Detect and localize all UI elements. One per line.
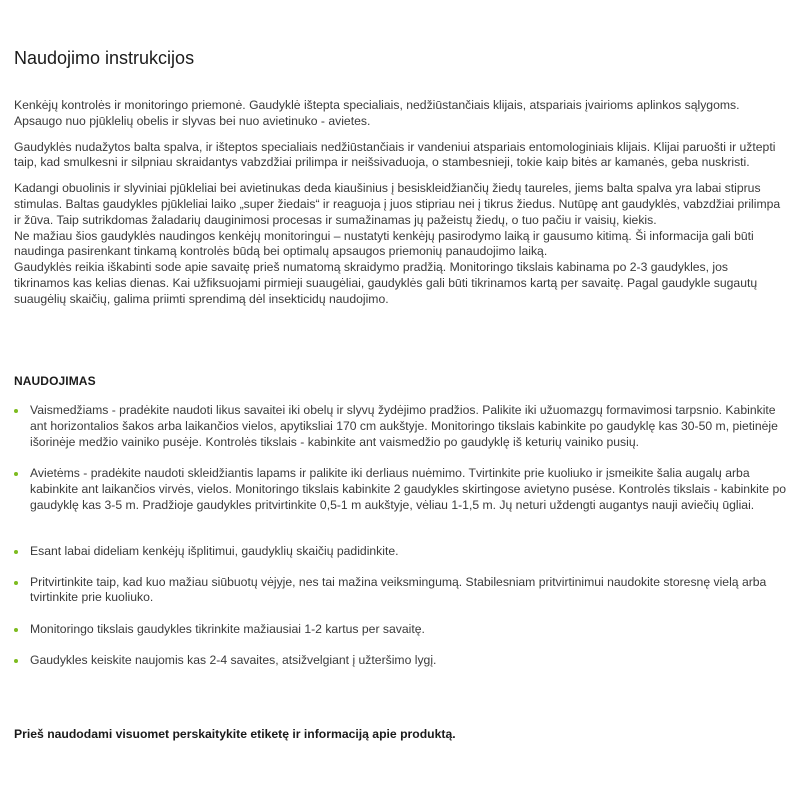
usage-item [14,403,786,450]
usage-item [14,575,786,607]
usage-item-text: Pritvirtinkite taip, kad kuo mažiau siūbuotų vėjyje, nes tai mažina veiksmingumą. Stabilesniam pritvirtinimui naudokite storesnę vielą arba tvirtinkite prie kuoliuko. [30,574,767,605]
usage-item-text: Vaismedžiams - pradėkite naudoti likus savaitei iki obelų ir slyvų žydėjimo pradžios. Palikite iki užuomazgų formavimosi tarpsnio. Kabinkite ant horizontalios šakos arba laikančios vielos, apytiksliai 170 cm aukštyje. Monitoringo tikslais kabinkite po gaudyklę kas 30-50 m, pietinėje išorinėje medžio vainiko pusėje. Kontrolės tikslais - kabinkite ant vaismedžio po gaudyklę iš keturių vainiko pusių. [30,403,778,449]
intro-paragraph-3: Kadangi obuolinis ir slyviniai pjūkleliai bei avietinukas deda kiaušinius į besiskleidžiančių žiedų taureles, jiems balta spalva yra labai stiprus stimulas. Baltas gaudykles pjūkleliai laiko „super žiedais“ ir reaguoja į juos stipriau nei į tikrus žiedus. Nutūpę ant gaudyklės, vabzdžiai prilimpa ir žūva. Taip sutrikdomas žaladarių dauginimosi procesas ir sumažinamas jų pažeistų žiedų, o tuo pačiu ir vaisių, kiekis. [14,181,781,227]
usage-item [14,622,786,638]
usage-item [14,544,786,560]
bullet-icon [14,472,18,476]
bullet-icon [14,550,18,554]
usage-list [14,403,786,669]
intro-paragraph-4: Ne mažiau šios gaudyklės naudingos kenkėjų monitoringui – nustatyti kenkėjų pasirodymo laiką ir gausumo kitimą. Ši informacija gali būti naudinga pasirenkant tinkamą kontrolės būdą bei optimalų apsaugos priemonių panaudojimo laiką. [14,228,754,259]
bullet-icon [14,409,18,413]
usage-item-text: Gaudykles keiskite naujomis kas 2-4 savaites, atsižvelgiant į užteršimo lygį. [30,652,437,667]
footer-note: Prieš naudodami visuomet perskaitykite etiketę ir informaciją apie produktą. [14,727,456,741]
page-title: Naudojimo instrukcijos [14,48,195,68]
usage-item-text: Monitoringo tikslais gaudykles tikrinkite mažiausiai 1-2 kartus per savaitę. [30,622,425,637]
bullet-icon [14,581,18,585]
intro-paragraph-2: Gaudyklės nudažytos balta spalva, ir išteptos specialiais nedžiūstančiais ir vandeniui atspariais entomologiniais klijais. Klijai paruošti ir užtepti taip, kad smulkesni ir silpniau skraidantys vabzdžiai prilimpa ir neišsivaduoja, o stambesnieji, tokie kaip bitės ar kamanės, geba nuskristi. [14,139,776,170]
intro-paragraph-5: Gaudyklės reikia iškabinti sode apie savaitę prieš numatomą skraidymo pradžią. Monitoringo tikslais kabinama po 2-3 gaudykles, jos tikrinamos kas kelias dienas. Kai užfiksuojami pirmieji suaugėliai, gaudyklės gali būti tikrinamos kartą per savaitę. Pagal gaudykle sugautų suaugėlių skaičių, galima priimti sprendimą dėl insekticidų naudojimo. [14,260,758,306]
bullet-icon [14,628,18,632]
usage-heading: NAUDOJIMAS [14,374,96,388]
usage-item-text: Esant labai dideliam kenkėjų išplitimui, gaudyklių skaičių padidinkite. [30,543,399,558]
usage-item [14,466,786,513]
intro-section [14,98,786,308]
bullet-icon [14,659,18,663]
usage-item-text: Avietėms - pradėkite naudoti skleidžiantis lapams ir palikite iki derliaus nuėmimo. Tvirtinkite prie kuoliuko ir įsmeikite šalia augalų arba kabinkite ant laikančios virvės, vielos. Monitoringo tikslais kabinkite 2 gaudykles skirtingose avietyno pusėse. Kontrolės tikslais - kabinkite po gaudyklę kas 3-5 m. Pradžioje gaudykles pritvirtinkite 0,5-1 m aukštyje, vėliau 1-1,5 m. Jų neturi uždengti augantys nauji aviečių ūgliai. [30,466,786,512]
intro-paragraph-1: Kenkėjų kontrolės ir monitoringo priemonė. Gaudyklė ištepta specialiais, nedžiūstančiais klijais, atspariais įvairioms aplinkos sąlygoms. Apsaugo nuo pjūklelių obelis ir slyvas bei nuo avietinuko - avietes. [14,98,740,128]
usage-item [14,653,786,669]
